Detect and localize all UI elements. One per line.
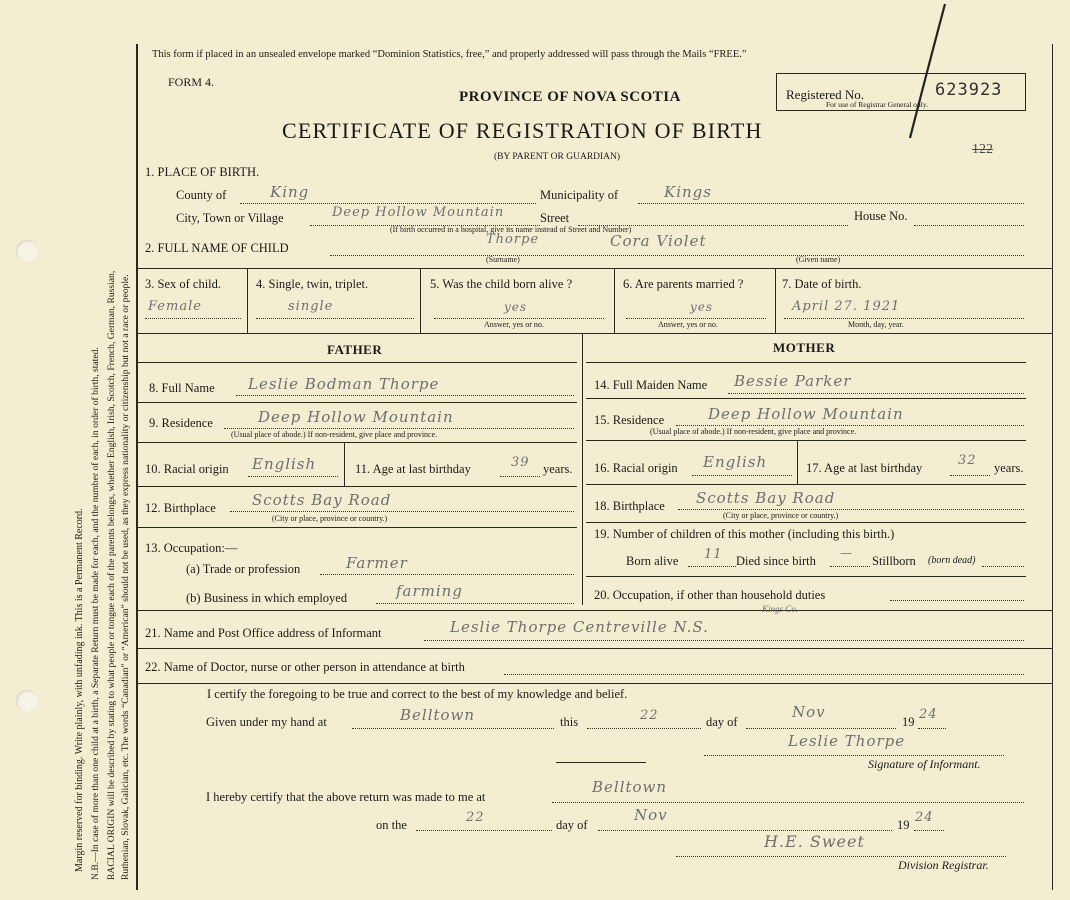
mother-age-line xyxy=(950,475,990,476)
father-business-value: farming xyxy=(396,582,463,600)
father-birthplace-label: 12. Birthplace xyxy=(145,501,216,515)
father-birthplace-value: Scotts Bay Road xyxy=(252,491,392,509)
registrar-text: I hereby certify that the above return was made to me at xyxy=(206,790,486,804)
multiple-value: single xyxy=(288,299,334,314)
mother-birthplace-line xyxy=(678,509,1024,510)
father-row-12-bottom xyxy=(137,527,577,528)
stillborn-note: (born dead) xyxy=(928,555,976,566)
county-label: County of xyxy=(176,188,227,202)
mother-occupation-label: 20. Occupation, if other than household duties xyxy=(594,588,826,602)
mother-residence-label: 15. Residence xyxy=(594,413,665,427)
child-name-line xyxy=(330,255,1024,256)
mother-name-value: Bessie Parker xyxy=(734,372,852,390)
registrar-place-line xyxy=(552,802,1024,803)
margin-note-1: Margin reserved for binding. Write plainly, with unfading ink. This is a Permanent Record. xyxy=(74,508,85,872)
died-label: Died since birth xyxy=(736,554,816,568)
form-left-border xyxy=(136,44,138,890)
father-age-line xyxy=(500,476,540,477)
informant-label: 21. Name and Post Office address of Informant xyxy=(145,626,382,640)
father-business-label: (b) Business in which employed xyxy=(186,591,348,605)
dob-label: 7. Date of birth. xyxy=(782,277,862,291)
registrar-year-line xyxy=(914,830,944,831)
mother-racial-label: 16. Racial origin xyxy=(594,461,678,475)
county-value: King xyxy=(270,183,310,201)
row3-top xyxy=(137,268,1052,269)
registrar-signature-label: Division Registrar. xyxy=(898,858,989,872)
doctor-line xyxy=(504,674,1024,675)
mother-residence-line xyxy=(676,425,1024,426)
mother-residence-value: Deep Hollow Mountain xyxy=(708,405,904,423)
municipality-value: Kings xyxy=(664,183,712,201)
city-value: Deep Hollow Mountain xyxy=(332,205,505,220)
father-name-label: 8. Full Name xyxy=(149,381,215,395)
house-label: House No. xyxy=(854,209,908,223)
father-row-9-bottom xyxy=(137,442,577,443)
father-row-8-bottom xyxy=(137,402,577,403)
sex-label: 3. Sex of child. xyxy=(145,277,222,291)
child-given-name: Cora Violet xyxy=(610,232,707,250)
mother-birthplace-label: 18. Birthplace xyxy=(594,499,665,513)
city-label: City, Town or Village xyxy=(176,211,284,225)
father-age-value: 39 xyxy=(511,455,530,470)
dob-line xyxy=(784,318,1024,319)
given-place-line xyxy=(352,728,554,729)
parents-header-line xyxy=(137,362,577,363)
stillborn-line xyxy=(982,566,1024,567)
registrar-month-line xyxy=(598,830,892,831)
mother-row-15-bottom xyxy=(586,440,1026,441)
binding-hole-bottom xyxy=(16,690,38,712)
father-business-line xyxy=(376,603,574,604)
parents-header-line-right xyxy=(586,362,1026,363)
county-line xyxy=(240,203,536,204)
alive-value: yes xyxy=(504,300,528,314)
given-year-line xyxy=(918,728,946,729)
province-title: PROVINCE OF NOVA SCOTIA xyxy=(459,89,681,105)
informant-signature-line xyxy=(704,755,1004,756)
father-residence-value: Deep Hollow Mountain xyxy=(258,408,454,426)
row3-bottom xyxy=(137,333,1052,334)
corner-mark: 122 xyxy=(972,142,993,157)
mother-racial-divider xyxy=(797,440,798,484)
registrar-day-of-label: day of xyxy=(556,818,588,832)
place-of-birth-label: 1. PLACE OF BIRTH. xyxy=(145,165,260,179)
father-age-label: 11. Age at last birthday xyxy=(355,462,471,476)
given-year-value: 24 xyxy=(919,707,938,722)
given-month-value: Nov xyxy=(792,703,826,721)
mother-abode-note: (Usual place of abode.) If non-resident, give place and province. xyxy=(650,427,857,436)
father-name-value: Leslie Bodman Thorpe xyxy=(248,375,440,393)
mother-racial-line xyxy=(692,475,792,476)
mother-years-label: years. xyxy=(994,461,1024,475)
alive-label: 5. Was the child born alive ? xyxy=(430,277,573,291)
child-name-label: 2. FULL NAME OF CHILD xyxy=(145,241,289,255)
registered-note: For use of Registrar General only. xyxy=(826,100,928,109)
informant-signature-label: Signature of Informant. xyxy=(868,757,981,771)
father-racial-line xyxy=(248,476,338,477)
alive-answer-note: Answer, yes or no. xyxy=(484,320,544,329)
father-city-note: (City or place, province or country.) xyxy=(272,514,388,523)
dob-note: Month, day, year. xyxy=(848,320,904,329)
born-alive-value: 11 xyxy=(704,547,723,562)
doctor-label: 22. Name of Doctor, nurse or other person in attendance at birth xyxy=(145,660,465,674)
father-abode-note: (Usual place of abode.) If non-resident, give place and province. xyxy=(231,430,438,439)
died-line xyxy=(830,566,870,567)
registrar-signature: H.E. Sweet xyxy=(764,832,865,851)
margin-note-2: N.B.—In case of more than one child at a birth, a Separate Return must be made for each, and the number of each, in order of birth, stated. xyxy=(90,347,101,880)
father-trade-value: Farmer xyxy=(346,554,408,572)
father-racial-value: English xyxy=(252,455,317,473)
row3-div-3 xyxy=(614,268,615,333)
mother-racial-value: English xyxy=(703,453,768,471)
multiple-label: 4. Single, twin, triplet. xyxy=(256,277,369,291)
sex-line xyxy=(145,318,241,319)
mother-birthplace-value: Scotts Bay Road xyxy=(696,489,836,507)
registrar-year-value: 24 xyxy=(915,810,934,825)
certificate-subtitle: (BY PARENT OR GUARDIAN) xyxy=(494,152,621,162)
mother-row-16-bottom xyxy=(586,484,1026,485)
informant-signature: Leslie Thorpe xyxy=(788,732,906,750)
house-line xyxy=(914,225,1024,226)
row3-div-2 xyxy=(420,268,421,333)
given-month-line xyxy=(746,728,896,729)
street-label: Street xyxy=(540,211,570,225)
dob-value: April 27. 1921 xyxy=(792,299,901,314)
mother-heading: MOTHER xyxy=(773,340,836,355)
given-day-value: 22 xyxy=(640,708,659,723)
certify-text: I certify the foregoing to be true and correct to the best of my knowledge and belief. xyxy=(207,687,628,701)
sex-value: Female xyxy=(148,299,202,314)
married-value: yes xyxy=(690,300,714,314)
certify-separator xyxy=(556,762,646,763)
married-answer-note: Answer, yes or no. xyxy=(658,320,718,329)
this-label: this xyxy=(560,715,579,729)
form-number: FORM 4. xyxy=(168,75,215,89)
row21-top xyxy=(137,610,1052,611)
informant-line xyxy=(424,640,1024,641)
informant-value: Leslie Thorpe Centreville N.S. xyxy=(450,618,709,636)
on-the-label: on the xyxy=(376,818,407,832)
row3-div-4 xyxy=(775,268,776,333)
mail-notice: This form if placed in an unsealed envelope marked “Dominion Statistics, free,” and properly addressed will pass through the Mails “FREE.” xyxy=(152,49,747,60)
married-line xyxy=(626,318,766,319)
given-name-note: (Given name) xyxy=(796,255,841,264)
parents-divider xyxy=(582,333,583,605)
father-residence-label: 9. Residence xyxy=(149,416,213,430)
certificate-title: CERTIFICATE OF REGISTRATION OF BIRTH xyxy=(282,118,763,143)
mother-city-note: (City or place, province or country.) xyxy=(723,511,839,520)
municipality-line xyxy=(638,203,1024,204)
mother-occupation-line xyxy=(890,600,1024,601)
given-year-prefix: 19 xyxy=(902,715,915,729)
pen-stroke xyxy=(900,0,960,150)
father-trade-line xyxy=(320,574,574,575)
mother-name-line xyxy=(728,393,1024,394)
registered-number: 623923 xyxy=(935,80,1003,100)
mother-row-14-bottom xyxy=(586,398,1026,399)
father-racial-label: 10. Racial origin xyxy=(145,462,229,476)
registrar-month-value: Nov xyxy=(634,806,668,824)
mother-children-label: 19. Number of children of this mother (including this birth.) xyxy=(594,527,895,541)
father-heading: FATHER xyxy=(327,342,383,357)
surname-note: (Surname) xyxy=(486,255,520,264)
row22-top xyxy=(137,648,1052,649)
father-birthplace-line xyxy=(230,511,574,512)
registrar-signature-line xyxy=(676,856,1006,857)
father-racial-divider xyxy=(344,442,345,486)
registrar-day-value: 22 xyxy=(466,810,485,825)
row3-div-1 xyxy=(247,268,248,333)
given-day-of-label: day of xyxy=(706,715,738,729)
father-trade-label: (a) Trade or profession xyxy=(186,562,301,576)
hospital-note: (If birth occurred in a hospital, give its name instead of Street and Number) xyxy=(390,225,632,234)
father-name-line xyxy=(236,395,574,396)
died-value: — xyxy=(840,546,853,560)
registrar-day-line xyxy=(416,830,552,831)
born-alive-label: Born alive xyxy=(626,554,679,568)
registrar-year-prefix: 19 xyxy=(897,818,910,832)
margin-note-4: Ruthenian, Slovak, Galician, etc. The words “Canadian” or “American” should not be used, as they express nationality or citizenship but not a race or people. xyxy=(120,274,131,880)
registered-label: Registered No. xyxy=(786,87,864,102)
mother-row-19-bottom xyxy=(586,576,1026,577)
given-under-label: Given under my hand at xyxy=(206,715,327,729)
father-occupation-label: 13. Occupation:— xyxy=(145,541,238,555)
stillborn-label: Stillborn xyxy=(872,554,916,568)
father-residence-line xyxy=(224,428,574,429)
margin-note-3: RACIAL ORIGIN will be described by stating to what people or tongue each of the parents belongs, whether English, Irish, Scotch, French, German, Russian, xyxy=(106,270,117,880)
alive-line xyxy=(434,318,604,319)
married-label: 6. Are parents married ? xyxy=(623,277,744,291)
mother-row-18-bottom xyxy=(586,522,1026,523)
father-row-10-bottom xyxy=(137,486,577,487)
child-surname: Thorpe xyxy=(486,232,540,247)
municipality-label: Municipality of xyxy=(540,188,619,202)
form-right-border xyxy=(1052,44,1053,890)
multiple-line xyxy=(256,318,414,319)
given-day-line xyxy=(587,728,701,729)
father-years-label: years. xyxy=(543,462,573,476)
mother-age-value: 32 xyxy=(958,453,977,468)
given-place-value: Belltown xyxy=(400,706,476,724)
registrar-place-value: Belltown xyxy=(592,778,668,796)
born-alive-line xyxy=(688,566,736,567)
binding-hole-top xyxy=(16,240,38,262)
mother-name-label: 14. Full Maiden Name xyxy=(594,378,708,392)
row22-bottom xyxy=(137,683,1052,684)
mother-age-label: 17. Age at last birthday xyxy=(806,461,923,475)
informant-superscript: Kings Co. xyxy=(762,604,799,614)
